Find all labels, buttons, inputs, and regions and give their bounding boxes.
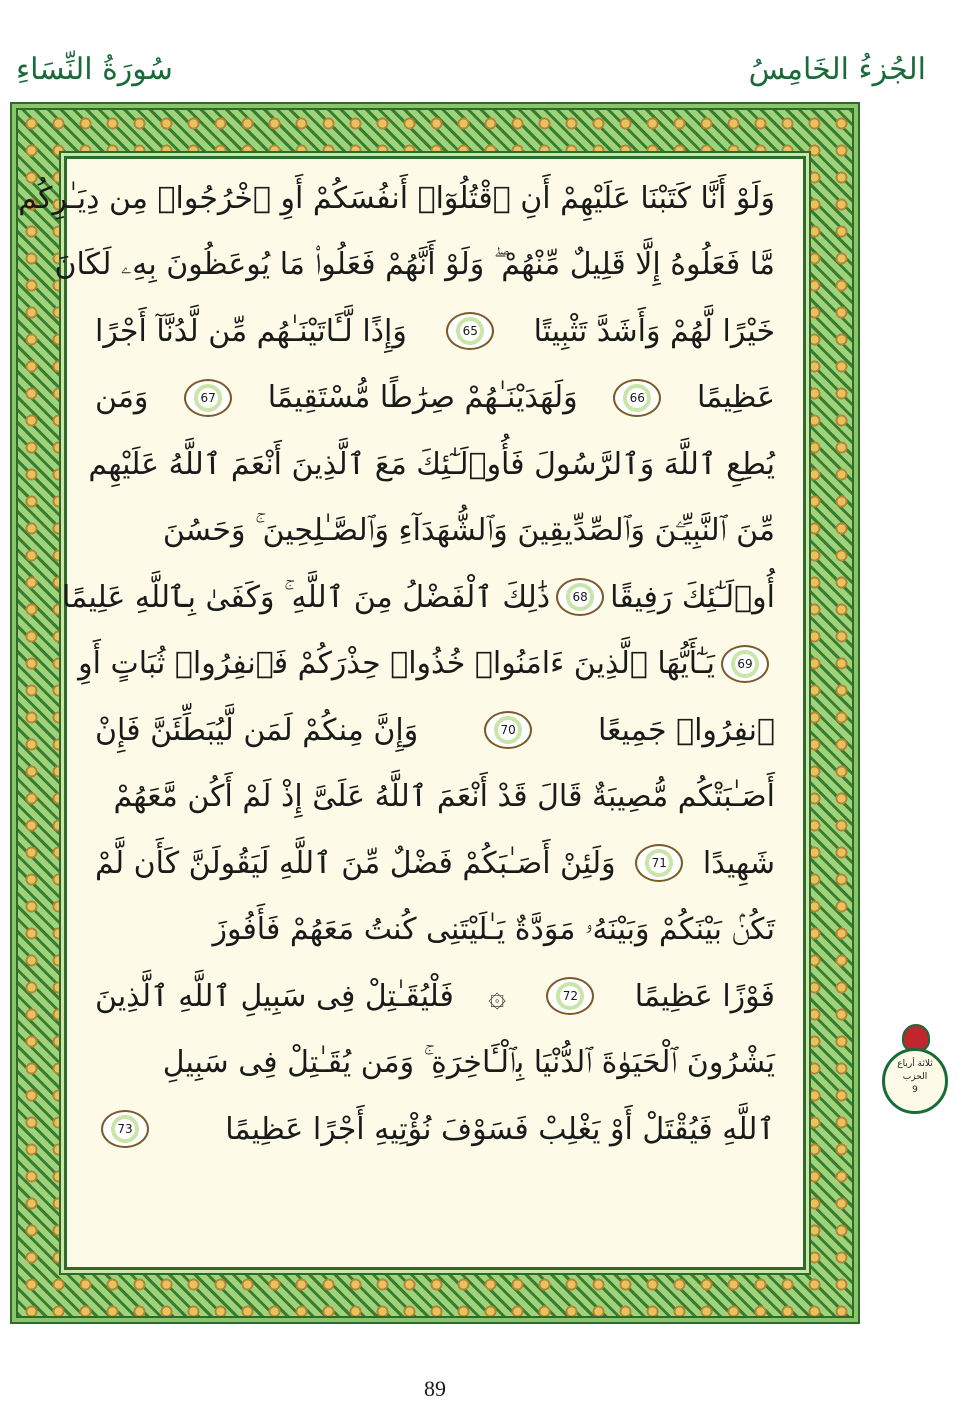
verse-text: فَوْزًا عَظِيمًا xyxy=(634,978,775,1014)
text-line xyxy=(95,298,775,365)
verse-text: وَمَن xyxy=(95,380,149,416)
text-line xyxy=(95,764,775,831)
text-line xyxy=(95,830,775,897)
verse-text: ٱللَّهِ فَيُقْتَلْ أَوْ يَغْلِبْ فَسَوْفَ نُؤْتِيهِ أَجْرًا عَظِيمًا xyxy=(225,1111,775,1147)
text-line xyxy=(78,631,775,698)
ayah-number-marker: 65 xyxy=(446,312,494,350)
hizb-label xyxy=(884,1058,946,1097)
text-line xyxy=(95,1096,775,1163)
hizb-number: 9 xyxy=(912,1085,918,1095)
verse-text: شَهِيدًا xyxy=(702,845,775,881)
hizb-label-line2: الحزب xyxy=(902,1072,928,1082)
page-frame xyxy=(10,102,860,1324)
ayah-number-marker: 69 xyxy=(721,645,769,683)
verse-text: أُو۟لَـٰٓئِكَ رَفِيقًا xyxy=(610,579,775,615)
surah-title: سُورَةُ النِّسَاءِ xyxy=(16,52,173,87)
verse-text: تَكُنۢ بَيْنَكُمْ وَبَيْنَهُۥ مَوَدَّةٌ يَـٰلَيْتَنِى كُنتُ مَعَهُمْ فَأَفُوزَ xyxy=(212,912,775,948)
text-line xyxy=(95,897,775,964)
text-line xyxy=(88,431,775,498)
quran-text xyxy=(18,165,775,1261)
text-line xyxy=(18,165,775,232)
page-header xyxy=(0,52,974,102)
juz-title: الجُزءُ الخَامِسُ xyxy=(748,52,926,87)
text-line xyxy=(95,1030,775,1097)
ayah-number-marker: 66 xyxy=(613,379,661,417)
hizb-quarter-marker xyxy=(876,1020,956,1120)
text-line xyxy=(54,232,775,299)
ayah-number-marker: 67 xyxy=(184,379,232,417)
ayah-number-marker: 73 xyxy=(101,1110,149,1148)
verse-text: وَلَوْ أَنَّا كَتَبْنَا عَلَيْهِمْ أَنِ ٱقْتُلُوٓا۟ أَنفُسَكُمْ أَوِ ٱخْرُجُوا۟ مِن دِيَـٰرِكُم xyxy=(18,180,775,216)
ayah-number-marker: 70 xyxy=(484,711,532,749)
hizb-label-line1: ثلاثة أرباع xyxy=(897,1059,933,1069)
verse-text: يَـٰٓأَيُّهَا ٱلَّذِينَ ءَامَنُوا۟ خُذُوا۟ حِذْرَكُمْ فَٱنفِرُوا۟ ثُبَاتٍ أَوِ xyxy=(78,646,715,682)
verse-text: ٱنفِرُوا۟ جَمِيعًا xyxy=(598,712,775,748)
verse-text: وَإِذًا لَّـَٔاتَيْنَـٰهُم مِّن لَّدُنَّآ أَجْرًا xyxy=(95,313,407,349)
verse-text: ذَٰلِكَ ٱلْفَضْلُ مِنَ ٱللَّهِ ۚ وَكَفَىٰ بِٱللَّهِ عَلِيمًا xyxy=(61,579,551,615)
verse-text: فَلْيُقَـٰتِلْ فِى سَبِيلِ ٱللَّهِ ٱلَّذِينَ xyxy=(95,978,454,1014)
text-line xyxy=(95,498,775,565)
verse-text: وَلَهَدَيْنَـٰهُمْ صِرَٰطًا مُّسْتَقِيمًا xyxy=(267,380,578,416)
verse-text: يَشْرُونَ ٱلْحَيَوٰةَ ٱلدُّنْيَا بِٱلْـَٔاخِرَةِ ۚ وَمَن يُقَـٰتِلْ فِى سَبِيلِ xyxy=(162,1045,775,1081)
text-line xyxy=(61,564,775,631)
verse-text: مَّا فَعَلُوهُ إِلَّا قَلِيلٌ مِّنْهُمْ ۖ وَلَوْ أَنَّهُمْ فَعَلُوا۟ مَا يُوعَظُونَ بِهِۦ لَكَانَ xyxy=(54,247,775,283)
verse-text: وَلَئِنْ أَصَـٰبَكُمْ فَضْلٌ مِّنَ ٱللَّهِ لَيَقُولَنَّ كَأَن لَّمْ xyxy=(95,845,616,881)
verse-text: يُطِعِ ٱللَّهَ وَٱلرَّسُولَ فَأُو۟لَـٰٓئِكَ مَعَ ٱلَّذِينَ أَنْعَمَ ٱللَّهُ عَلَيْهِم xyxy=(88,446,775,482)
verse-text: عَظِيمًا xyxy=(696,380,775,416)
ayah-number-marker: 72 xyxy=(546,977,594,1015)
verse-text: أَصَـٰبَتْكُم مُّصِيبَةٌ قَالَ قَدْ أَنْعَمَ ٱللَّهُ عَلَىَّ إِذْ لَمْ أَكُن مَّعَهُمْ xyxy=(113,779,775,815)
verse-text: وَإِنَّ مِنكُمْ لَمَن لَّيُبَطِّئَنَّ فَإِنْ xyxy=(95,712,419,748)
text-line xyxy=(95,365,775,432)
ayah-number-marker: 71 xyxy=(635,844,683,882)
verse-text: مِّنَ ٱلنَّبِيِّـۧنَ وَٱلصِّدِّيقِينَ وَٱلشُّهَدَآءِ وَٱلصَّـٰلِحِينَ ۚ وَحَسُنَ xyxy=(162,513,775,549)
verse-text: خَيْرًا لَّهُمْ وَأَشَدَّ تَثْبِيتًا xyxy=(533,313,775,349)
text-line xyxy=(95,697,775,764)
page-number: 89 xyxy=(424,1376,446,1401)
text-panel xyxy=(18,156,806,1270)
ayah-number-marker: 68 xyxy=(556,578,604,616)
text-line xyxy=(95,963,775,1030)
rub-el-hizb-icon: ۞ xyxy=(488,978,506,1014)
